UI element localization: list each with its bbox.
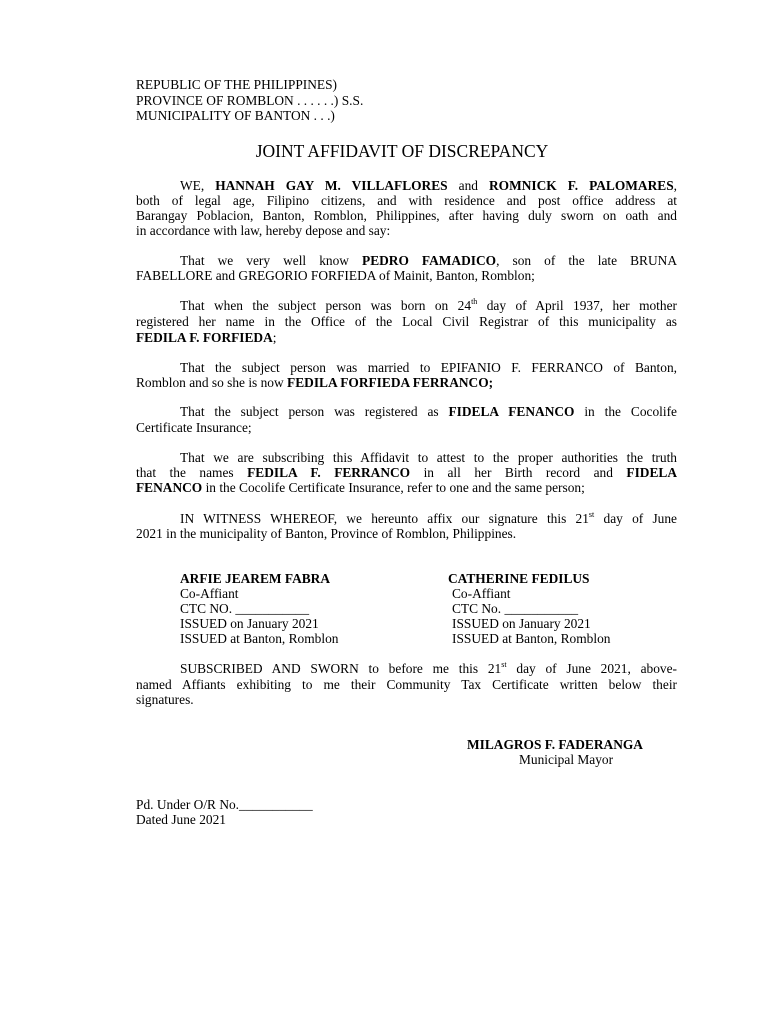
p5-line-3 [136,480,585,495]
header-municipality: MUNICIPALITY OF BANTON . . .) [136,108,335,123]
p1-text-b: , son of the late BRUNA [496,253,677,268]
p2-end: ; [272,330,277,345]
footer-dated: Dated June 2021 [136,812,226,827]
intro-we: WE, [180,178,216,193]
p5-text-c: in the Cocolife Certificate Insurance, refer to one and the same person; [202,480,585,495]
p2-line-2: registered her name in the Office of the Local Civil Registrar of this municipality as [136,314,677,329]
insurance-name-part-2: FENANCO [136,480,203,495]
witness-line-2: 2021 in the municipality of Banton, Province of Romblon, Philippines. [136,526,517,541]
signatory-2-ctc: CTC No. ___________ [452,601,579,616]
insurance-name: FIDELA FENANCO [448,404,575,419]
officer-title: Municipal Mayor [519,752,614,767]
signatory-2-role: Co-Affiant [452,586,511,601]
subscribed-line-2: named Affiants exhibiting to me their Community Tax Certificate written below their [136,677,677,692]
intro-comma: , [673,178,677,193]
p5-line-1: That we are subscribing this Affidavit to attest to the proper authorities the truth [180,450,677,465]
affiant-1-name: HANNAH GAY M. VILLAFLORES [215,178,448,193]
p4-text-b: in the Cocolife [574,404,677,419]
header-republic: REPUBLIC OF THE PHILIPPINES) [136,77,338,92]
insurance-name-part-1: FIDELA [626,465,678,480]
witness-text-b: day of June [594,511,677,526]
signatory-1-issued-on: ISSUED on January 2021 [180,616,319,631]
signatory-1-role: Co-Affiant [180,586,239,601]
signatory-1-issued-at: ISSUED at Banton, Romblon [180,631,339,646]
p5-text-b: in all her Birth record and [410,465,627,480]
p3-line-1: That the subject person was married to EPIFANIO F. FERRANCO of Banton, [180,360,677,375]
footer-or-number: Pd. Under O/R No.___________ [136,797,313,812]
signatory-1-ctc: CTC NO. ___________ [180,601,310,616]
birth-name-fedila: FEDILA F. FORFIEDA [136,330,273,345]
intro-line-2: both of legal age, Filipino citizens, and with residence and post office address at [136,193,677,208]
signatory-2-name [448,571,590,586]
intro-line-3: Barangay Poblacion, Banton, Romblon, Philippines, after having duly sworn on oath and [136,208,677,223]
officer-name [467,737,643,752]
p1-line-2: FABELLORE and GREGORIO FORFIEDA of Mainit, Banton, Romblon; [136,268,535,283]
p4-text-a: That the subject person was registered as [180,404,449,419]
p2-text-b: day of April 1937, her mother [477,298,677,313]
witness-ordinal: st [588,510,595,519]
subscribed-text-a: SUBSCRIBED AND SWORN to before me this 21 [180,661,502,676]
witness-text-a: IN WITNESS WHEREOF, we hereunto affix our signature this 21 [180,511,589,526]
p1-line-1 [180,253,677,268]
subscribed-ordinal: st [501,660,507,669]
witness-line-1 [180,511,677,526]
subscribed-text-b: day of June 2021, above- [506,661,677,676]
p3-text-a: Romblon and so she is now [136,375,288,390]
affiant-2-name: ROMNICK F. PALOMARES [489,178,674,193]
p4-line-2: Certificate Insurance; [136,420,252,435]
p1-text-a: That we very well know [180,253,363,268]
p2-text-a: That when the subject person was born on 24 [180,298,472,313]
p4-line-1 [180,404,677,419]
intro-and: and [447,178,490,193]
signatory-2-issued-on: ISSUED on January 2021 [452,616,591,631]
subscribed-line-1 [180,661,677,676]
officer-name-text: MILAGROS F. FADERANGA [467,737,643,752]
p2-line-3 [136,330,277,345]
subject-name-pedro: PEDRO FAMADICO [362,253,497,268]
signatory-2-issued-at: ISSUED at Banton, Romblon [452,631,611,646]
p5-line-2 [136,465,677,480]
signatory-2-name-text: CATHERINE FEDILUS [448,571,590,586]
signatory-1-name [180,571,330,586]
p3-line-2 [136,375,493,390]
intro-line-4: in accordance with law, hereby depose and say: [136,223,391,238]
header-province: PROVINCE OF ROMBLON . . . . . .) S.S. [136,93,364,108]
signatory-1-name-text: ARFIE JEAREM FABRA [180,571,331,586]
subscribed-line-3: signatures. [136,692,194,707]
birth-record-name: FEDILA F. FERRANCO [247,465,411,480]
p2-ordinal: th [471,297,478,306]
document-title: JOINT AFFIDAVIT OF DISCREPANCY [255,141,549,161]
married-name: FEDILA FORFIEDA FERRANCO; [287,375,494,390]
p5-text-a: that the names [136,465,248,480]
intro-line-1 [180,178,677,193]
p2-line-1 [180,298,677,313]
